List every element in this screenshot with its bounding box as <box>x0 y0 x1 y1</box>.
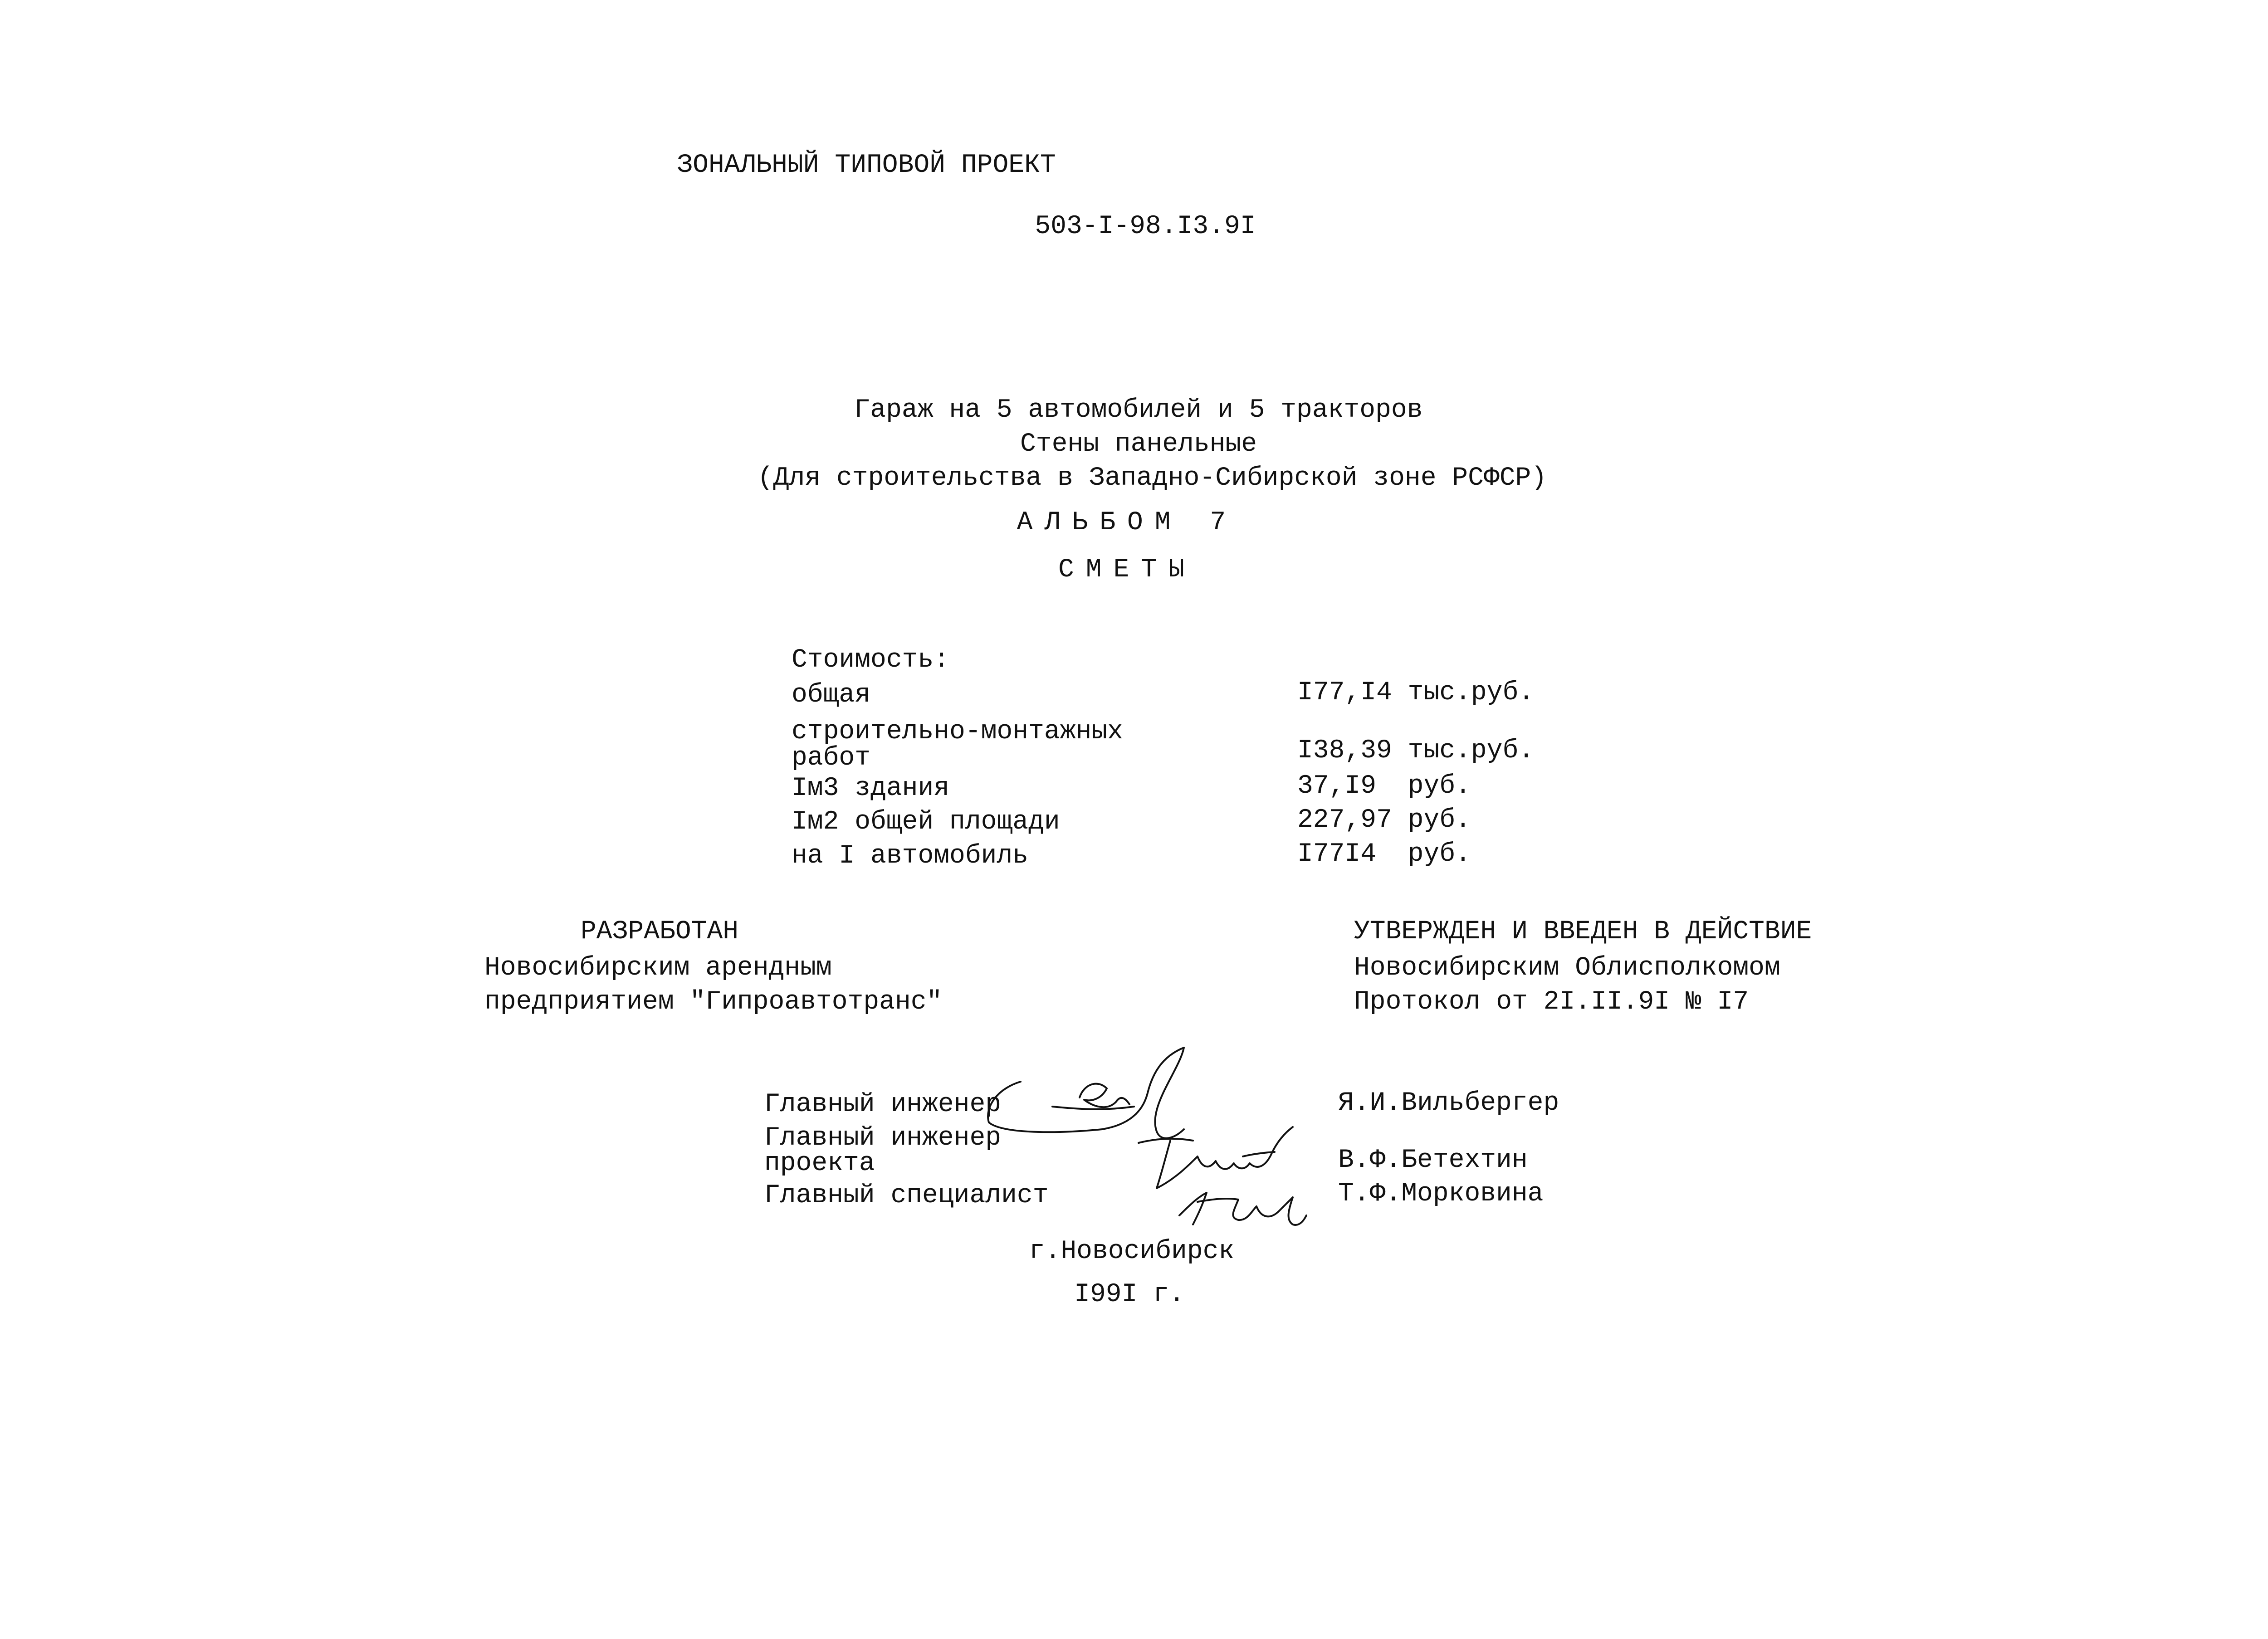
cost-value-total: I77,I4 тыс.руб. <box>1297 678 1535 707</box>
signature-role-project-engineer: Главный инженер проекта <box>764 1123 1002 1178</box>
signature-name-project-engineer: В.Ф.Бетехтин <box>1338 1146 1528 1175</box>
signature-role-chief-specialist: Главный специалист <box>764 1181 1049 1210</box>
cost-label-total: общая <box>792 680 871 710</box>
signature-3-handwritten <box>1170 1179 1315 1234</box>
title-line-3: (Для строительства в Западно-Сибирской зоне РСФСР) <box>757 463 1547 493</box>
developer-heading: РАЗРАБОТАН <box>581 917 739 946</box>
cost-heading: Стоимость: <box>792 645 950 675</box>
approval-line-2: Протокол от 2I.II.9I № I7 <box>1354 987 1749 1017</box>
cost-label-per-m3: Iм3 здания <box>792 774 950 803</box>
project-number: 503-I-98.I3.9I <box>1035 212 1256 241</box>
title-line-2: Стены панельные <box>1020 429 1257 459</box>
cost-value-per-m2: 227,97 руб. <box>1297 805 1471 835</box>
project-type: ЗОНАЛЬНЫЙ ТИПОВОЙ ПРОЕКТ <box>677 151 1056 180</box>
cost-label-per-vehicle: на I автомобиль <box>792 841 1029 871</box>
cost-value-construction: I38,39 тыс.руб. <box>1297 736 1535 766</box>
city: г.Новосибирск <box>1029 1237 1235 1266</box>
section-title: СМЕТЫ <box>1058 555 1197 585</box>
cost-label-per-m2: Iм2 общей площади <box>792 807 1060 837</box>
cost-value-per-m3: 37,I9 руб. <box>1297 771 1471 801</box>
approval-heading: УТВЕРЖДЕН И ВВЕДЕН В ДЕЙСТВИЕ <box>1354 917 1812 946</box>
approval-line-1: Новосибирским Облисполкомом <box>1354 953 1780 983</box>
cost-value-per-vehicle: I77I4 руб. <box>1297 839 1471 869</box>
signature-role-chief-engineer: Главный инженер <box>764 1090 1002 1119</box>
year: I99I г. <box>1074 1280 1185 1309</box>
developer-line-2: предприятием "Гипроавтотранс" <box>484 987 943 1017</box>
cost-label-construction: строительно-монтажных работ <box>792 717 1123 773</box>
developer-line-1: Новосибирским арендным <box>484 953 832 983</box>
title-line-1: Гараж на 5 автомобилей и 5 тракторов <box>854 395 1423 425</box>
signature-name-chief-specialist: Т.Ф.Морковина <box>1338 1179 1544 1209</box>
signature-name-chief-engineer: Я.И.Вильбергер <box>1338 1088 1559 1118</box>
album-number: АЛЬБОМ 7 <box>1017 508 1238 537</box>
